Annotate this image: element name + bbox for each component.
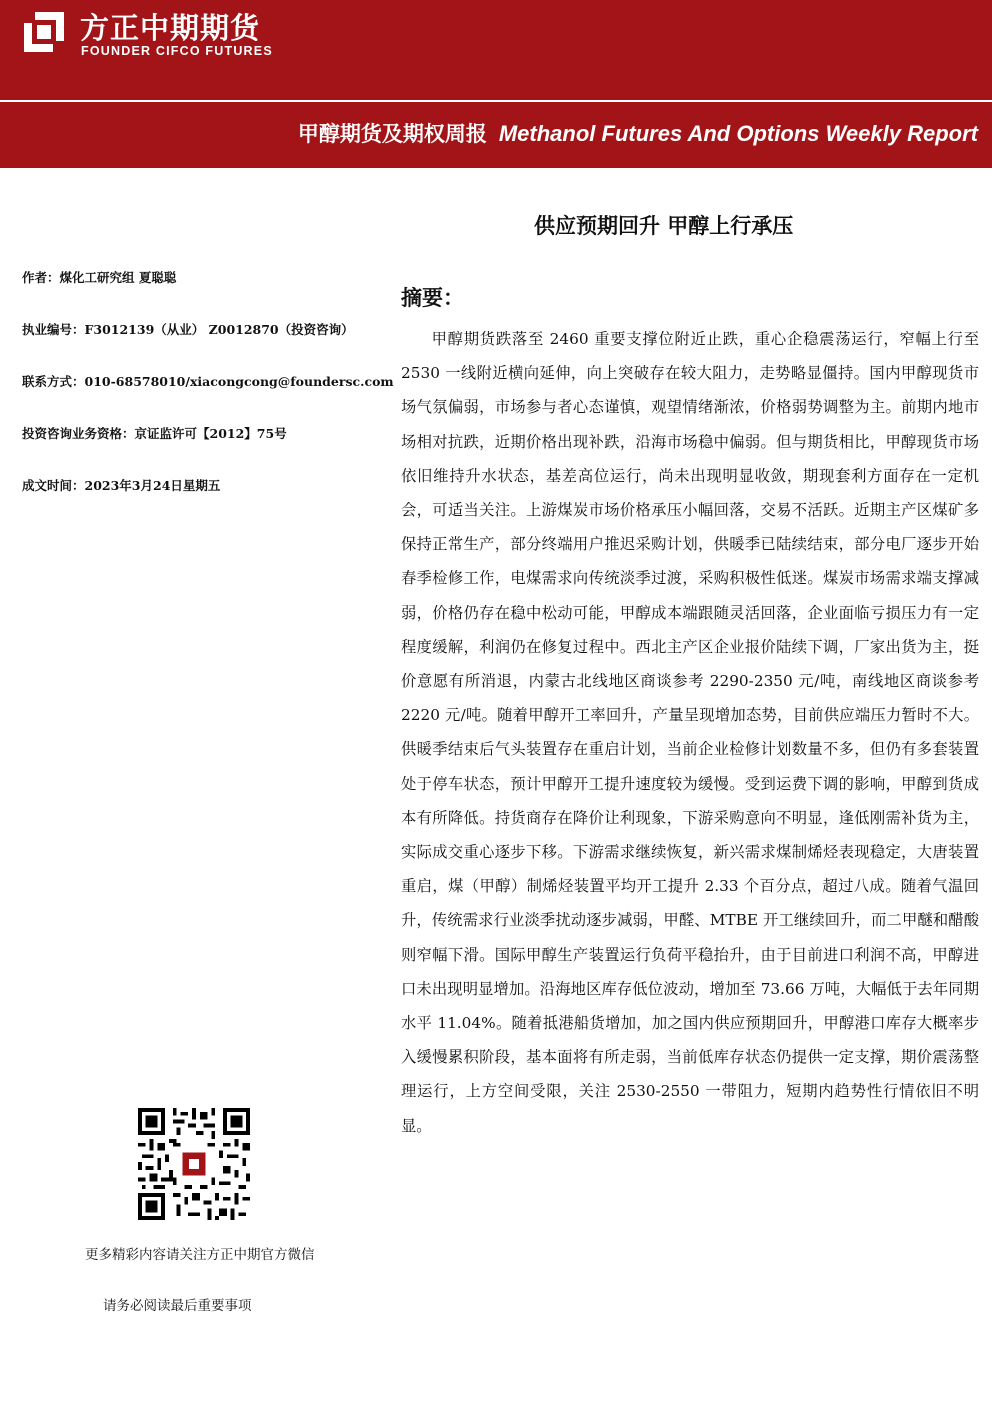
meta-license-label: 执业编号： [22, 322, 85, 337]
report-title [298, 118, 978, 148]
meta-contact-value[interactable]: 010-68578010/xiacongcong@foundersc.com [84, 374, 394, 389]
summary-heading: 摘要： [401, 286, 464, 310]
header-banner [0, 0, 992, 168]
meta-qualification-label: 投资咨询业务资格： [22, 426, 135, 441]
meta-author-value: 煤化工研究组 夏聪聪 [59, 270, 177, 285]
report-title-cn: 甲醇期货及期权周报 [297, 122, 487, 146]
meta-date-label: 成文时间： [22, 478, 85, 493]
meta-qualification-value: 京证监许可【2012】75号 [134, 426, 287, 441]
qr-caption: 更多精彩内容请关注方正中期官方微信 [85, 1247, 315, 1263]
meta-qualification [22, 424, 287, 442]
meta-contact-label: 联系方式： [22, 374, 85, 389]
report-title-en: Methanol Futures And Options Weekly Report [498, 121, 978, 146]
brand-name-cn: 方正中期期货 [80, 11, 261, 45]
important-notice: 请务必阅读最后重要事项 [103, 1298, 252, 1314]
meta-license-value: F3012139（从业） Z0012870（投资咨询） [84, 322, 354, 337]
founder-logo-icon [22, 10, 66, 54]
meta-license [22, 320, 354, 338]
wechat-qr-code-icon[interactable] [138, 1108, 250, 1220]
meta-date-value: 2023年3月24日星期五 [84, 478, 221, 493]
headline: 供应预期回升 甲醇上行承压 [534, 214, 794, 238]
brand-name-en: FOUNDER CIFCO FUTURES [81, 44, 273, 58]
meta-contact [22, 372, 394, 390]
summary-text: 甲醇期货跌落至 2460 重要支撑位附近止跌，重心企稳震荡运行，窄幅上行至 2530 一线附近横向延伸，向上突破存在较大阻力，走势略显僵持。国内甲醇现货市场气氛偏弱，市场参与者心态谨慎，观望情绪渐浓，价格弱势调整为主。前期内地市场相对抗跌，近期价格出现补跌，沿海市场稳中偏弱。但与期货相比，甲醇现货市场依旧维持升水状态，基差高位运行，尚未出现明显收敛，期现套利方面存在一定机会，可适当关注。上游煤炭市场价格承压小幅回落，交易不活跃。近期主产区煤矿多保持正常生产，部分终端用户推迟采购计划，供暖季已陆续结束，部分电厂逐步开始春季检修工作，电煤需求向传统淡季过渡，采购积极性低迷。煤炭市场需求端支撑减弱，价格仍存在稳中松动可能，甲醇成本端跟随灵活回落，企业面临亏损压力有一定程度缓解，利润仍在修复过程中。西北主产区企业报价陆续下调，厂家出货为主，挺价意愿有所消退，内蒙古北线地区商谈参考 2290-2350 元/吨，南线地区商谈参考 2220 元/吨。随着甲醇开工率回升，产量呈现增加态势，目前供应端压力暂时不大。供暖季结束后气头装置存在重启计划，当前企业检修计划数量不多，但仍有多套装置处于停车状态，预计甲醇开工提升速度较为缓慢。受到运费下调的影响，甲醇到货成本有所降低。持货商存在降价让利现象，下游采购意向不明显，逢低刚需补货为主，实际成交重心逐步下移。下游需求继续恢复，新兴需求煤制烯烃表现稳定，大唐装置重启，煤（甲醇）制烯烃装置平均开工提升 2.33 个百分点，超过八成。随着气温回升，传统需求行业淡季扰动逐步减弱，甲醛、MTBE 开工继续回升，而二甲醚和醋酸则窄幅下滑。国际甲醇生产装置运行负荷平稳抬升，由于目前进口利润不高，甲醇进口未出现明显增加。沿海地区库存低位波动，增加至 73.66 万吨，大幅低于去年同期水平 11.04%。随着抵港船货增加，加之国内供应预期回升，甲醇港口库存大概率步入缓慢累积阶段，基本面将有所走弱，当前低库存状态仍提供一定支撑，期价震荡整理运行，上方空间受限，关注 2530-2550 一带阻力，短期内趋势性行情依旧不明显。 [401, 330, 979, 1135]
banner-divider [0, 100, 992, 102]
meta-author [22, 268, 176, 286]
meta-date [22, 476, 220, 494]
meta-author-label: 作者： [22, 270, 60, 285]
